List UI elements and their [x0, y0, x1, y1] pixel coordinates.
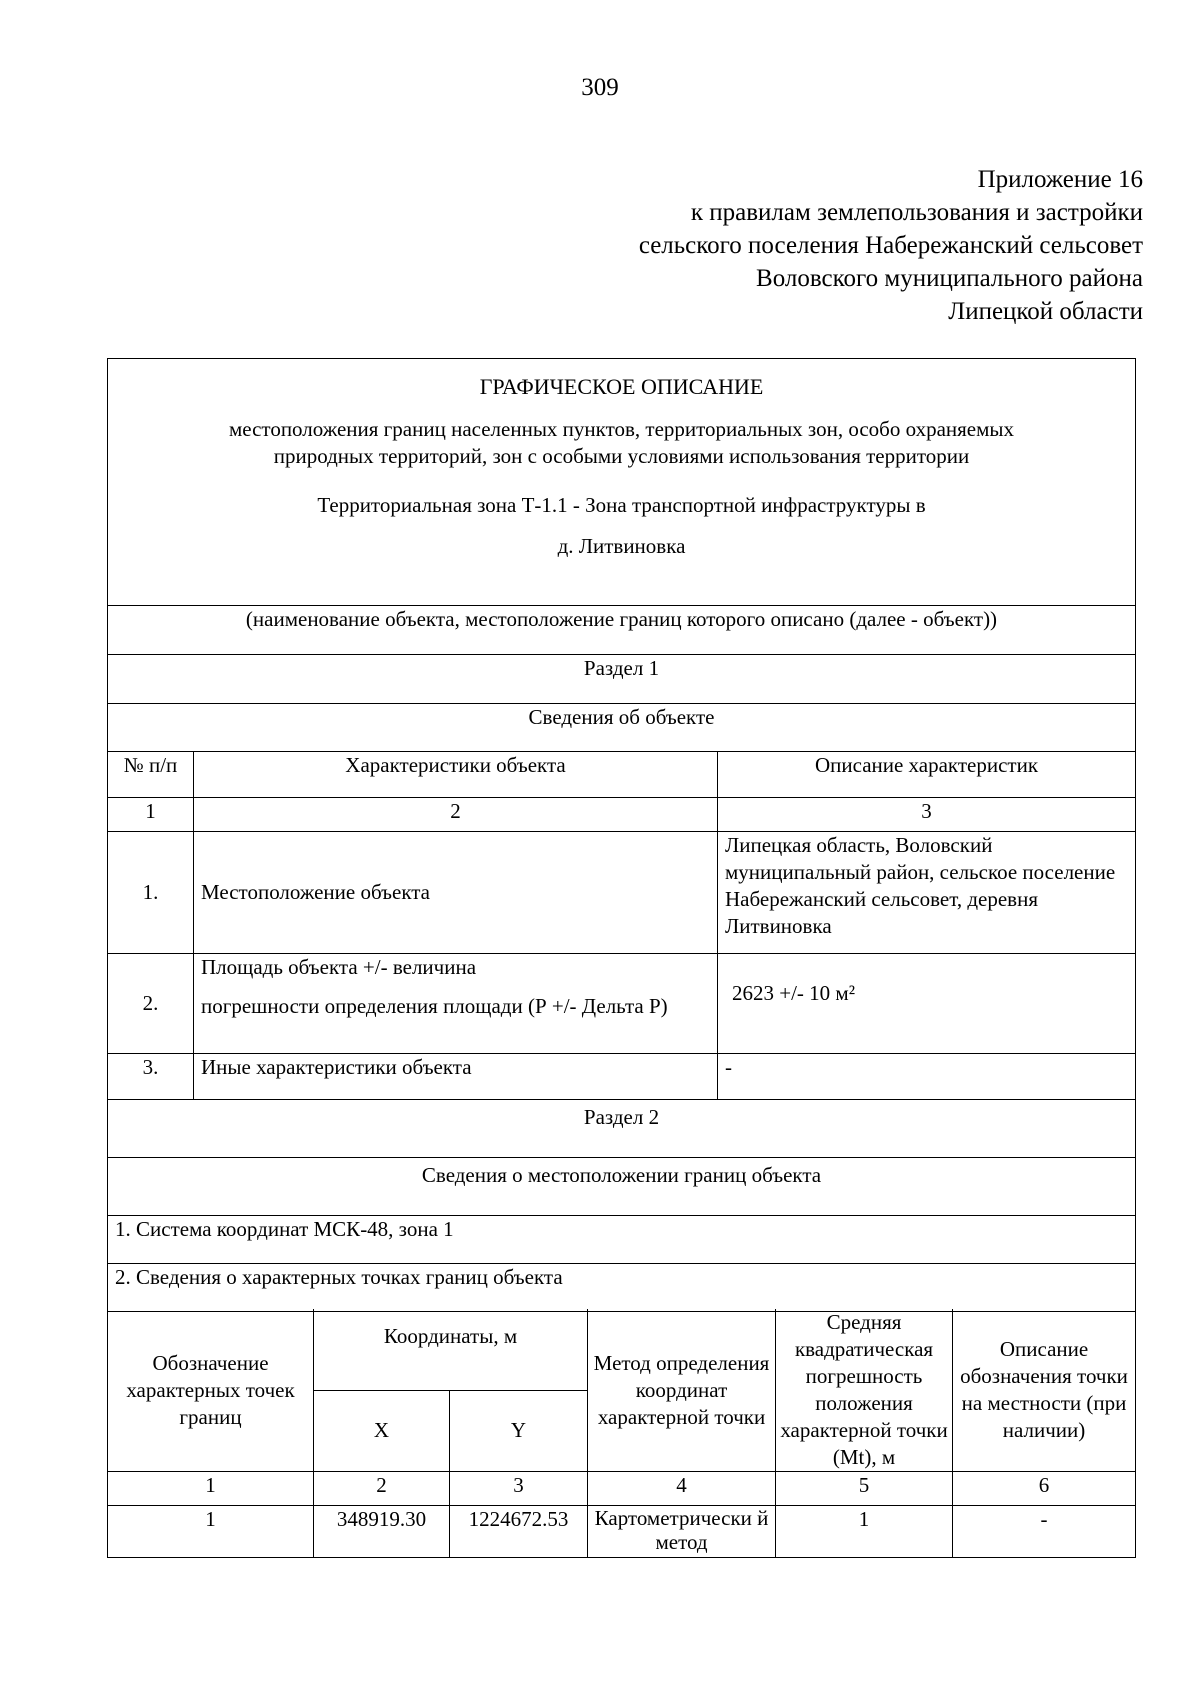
appendix-line: Приложение 16: [977, 166, 1143, 193]
point-accuracy: 1: [776, 1506, 953, 1558]
table-row: [108, 954, 1136, 1054]
section1-title: Раздел 1: [108, 655, 1136, 704]
table-row: [108, 832, 1136, 954]
appendix-line: Липецкой области: [948, 298, 1143, 325]
object-caption: (наименование объекта, местоположение границ которого описано (далее - объект)): [108, 606, 1136, 655]
point-method: Картометрически й метод: [588, 1506, 776, 1558]
column-number: 5: [776, 1472, 953, 1506]
points-caption: 2. Сведения о характерных точках границ объекта: [108, 1264, 1136, 1312]
point-description: -: [953, 1506, 1136, 1558]
place-name: д. Литвиновка: [557, 534, 686, 558]
column-number: 2: [194, 798, 718, 832]
appendix-line: Воловского муниципального района: [756, 265, 1143, 292]
column-number: 1: [108, 798, 194, 832]
document-title: ГРАФИЧЕСКОЕ ОПИСАНИЕ: [479, 374, 764, 399]
column-number: 3: [718, 798, 1136, 832]
row-description: -: [718, 1054, 1136, 1100]
point-y: 1224672.53: [450, 1506, 588, 1558]
description-line: местоположения границ населенных пунктов, территориальных зон, особо охраняемых: [228, 417, 1015, 441]
point-designation: 1: [108, 1506, 314, 1558]
column-number: 4: [588, 1472, 776, 1506]
characteristic-line: погрешности определения площади (Р +/- Дельта Р): [201, 994, 668, 1018]
row-characteristic: Местоположение объекта: [194, 832, 718, 954]
column-header-x: X: [314, 1390, 450, 1471]
column-number: 1: [108, 1472, 314, 1506]
column-header-number: № п/п: [108, 752, 194, 798]
description-line: природных территорий, зон с особыми условиями использования территории: [273, 444, 970, 468]
section2-title: Раздел 2: [108, 1100, 1136, 1158]
row-number: 3.: [108, 1054, 194, 1100]
document-description: [115, 416, 1128, 470]
section2-subtitle: Сведения о местоположении границ объекта: [108, 1158, 1136, 1216]
column-header-description: Описание характеристик: [718, 752, 1136, 798]
row-characteristic: [194, 954, 718, 1054]
column-number: 6: [953, 1472, 1136, 1506]
header-block: [108, 359, 1136, 606]
table-row: [108, 1054, 1136, 1100]
page-number: 309: [581, 74, 619, 101]
column-number: 3: [450, 1472, 588, 1506]
section1-subtitle: Сведения об объекте: [108, 704, 1136, 752]
column-header-coordinates: Координаты, м: [314, 1309, 588, 1390]
column-header-designation: Обозначение характерных точек границ: [108, 1309, 314, 1472]
column-header-method: Метод определения координат характерной точки: [588, 1309, 776, 1472]
column-header-characteristic: Характеристики объекта: [194, 752, 718, 798]
appendix-line: сельского поселения Набережанский сельсовет: [638, 232, 1143, 259]
point-x: 348919.30: [314, 1506, 450, 1558]
table-row: [108, 1506, 1136, 1558]
row-description: 2623 +/- 10 м²: [718, 954, 1136, 1054]
column-number: 2: [314, 1472, 450, 1506]
characteristic-line: Площадь объекта +/- величина: [201, 955, 477, 979]
appendix-line: к правилам землепользования и застройки: [690, 199, 1143, 226]
row-number: 2.: [108, 954, 194, 1054]
description-table: [107, 358, 1136, 1312]
boundary-points-table: [107, 1309, 1136, 1558]
column-header-point-description: Описание обозначения точки на местности (при наличии): [953, 1309, 1136, 1472]
zone-name: Территориальная зона Т-1.1 - Зона транспортной инфраструктуры в: [317, 493, 926, 517]
column-header-accuracy: Средняя квадратическая погрешность положения характерной точки (Mt), м: [776, 1309, 953, 1472]
row-characteristic: Иные характеристики объекта: [194, 1054, 718, 1100]
appendix-block: [639, 163, 1143, 328]
row-number: 1.: [108, 832, 194, 954]
coordinate-system: 1. Система координат МСК-48, зона 1: [108, 1216, 1136, 1264]
row-description: Липецкая область, Воловский муниципальный район, сельское поселение Набережанский сельсовет, деревня Литвиновка: [718, 832, 1136, 954]
column-header-y: Y: [450, 1390, 588, 1471]
